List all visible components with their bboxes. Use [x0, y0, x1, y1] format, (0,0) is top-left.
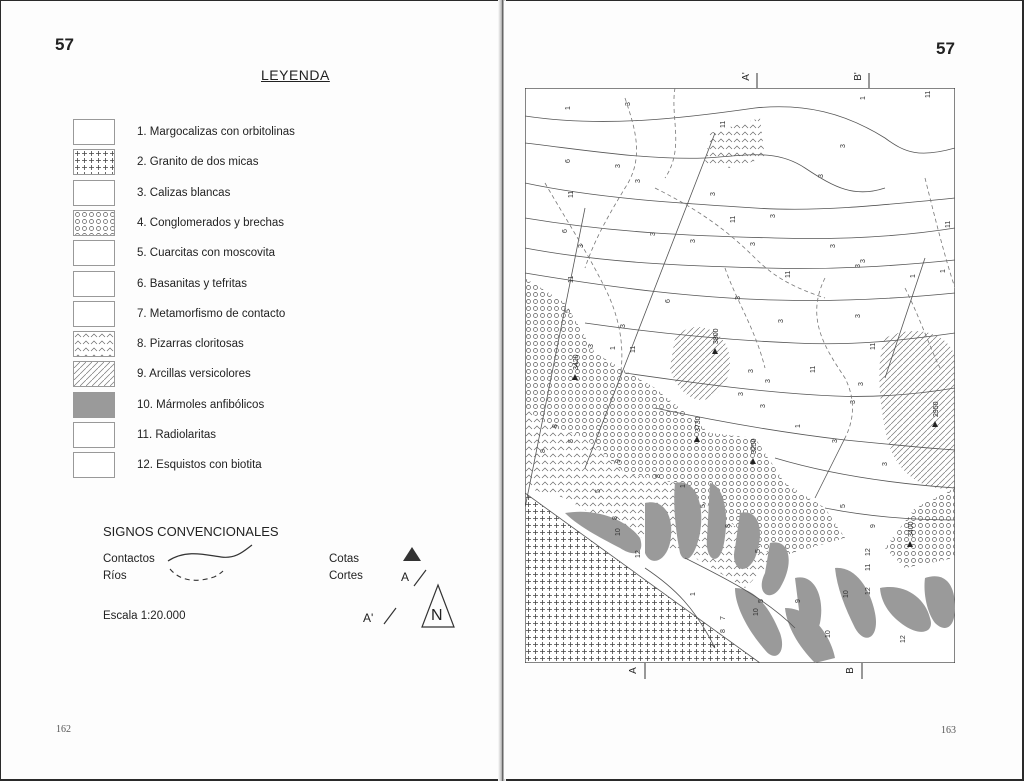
unit-label: 3: [578, 244, 585, 248]
unit-label: 3: [840, 144, 847, 148]
cotas-label: Cotas: [329, 553, 360, 565]
unit-label: 12: [865, 548, 872, 556]
legend-title: LEYENDA: [261, 67, 330, 83]
legend-label: 9. Arcillas versicolores: [137, 368, 251, 381]
rios-label: Ríos: [103, 570, 127, 582]
unit-label: 3: [588, 344, 595, 348]
legend-label: 5. Cuarcitas con moscovita: [137, 247, 276, 260]
unit-label: 10: [843, 590, 850, 598]
page-badge: 57: [55, 35, 74, 54]
legend-swatch: [73, 422, 115, 448]
legend-item: [73, 180, 230, 206]
cut-label-top-b-prime: B': [852, 72, 864, 81]
unit-label: 3: [650, 232, 657, 236]
legend-label: 1. Margocalizas con orbitolinas: [137, 126, 295, 138]
unit-label: 10: [825, 630, 832, 638]
legend-item: [73, 422, 216, 448]
unit-label: 11: [720, 120, 727, 128]
contact-line-symbol: [166, 541, 256, 565]
geological-map: [525, 88, 955, 663]
unit-label: 1: [690, 592, 697, 596]
right-page: [504, 1, 1022, 779]
unit-label: 1: [910, 274, 917, 278]
legend-swatch: [73, 271, 115, 297]
legend-item: [73, 361, 251, 387]
folio-left: 162: [56, 724, 71, 735]
cut-tick: [754, 73, 760, 89]
unit-label: 3: [858, 382, 865, 386]
unit-label: 6: [562, 229, 569, 233]
legend-label: 11. Radiolaritas: [137, 429, 217, 441]
cut-tick: [866, 73, 872, 89]
unit-label: 3: [620, 324, 627, 328]
legend-label: 12. Esquistos con biotita: [137, 459, 262, 472]
elevation-triangle-icon: [401, 545, 423, 563]
legend-swatch: [73, 119, 115, 145]
legend-swatch: [73, 392, 115, 418]
legend-item: [73, 301, 285, 327]
legend-item: [73, 331, 244, 357]
unit-label: 8: [655, 474, 662, 478]
legend-label: 3. Calizas blancas: [137, 186, 231, 199]
unit-label: 3: [770, 214, 777, 218]
unit-label: 8: [552, 424, 559, 428]
legend-item: [73, 240, 275, 266]
legend-swatch: [73, 180, 115, 206]
cortes-label: Cortes: [329, 570, 363, 582]
cut-symbol-a-prime: A': [363, 611, 374, 625]
cut-label-bottom-b: B: [844, 667, 856, 674]
unit-label: 8: [725, 524, 732, 528]
legend-swatch: [73, 331, 115, 357]
unit-label: 3: [818, 174, 825, 178]
unit-label: 11: [568, 275, 575, 283]
legend-label: 4. Conglomerados y brechas: [137, 216, 285, 229]
river-line-symbol: [166, 565, 226, 585]
unit-label: 11: [925, 90, 932, 98]
elevation-value: 3800: [713, 328, 720, 344]
elevation-value: 3250: [751, 438, 758, 454]
unit-label: 1: [860, 96, 867, 100]
cut-tick: [642, 663, 648, 679]
legend-item: [73, 119, 295, 145]
unit-label: 11: [865, 563, 872, 571]
unit-label: 1: [565, 106, 572, 110]
unit-label: 10: [615, 528, 622, 536]
elevation-value: 3420: [573, 354, 580, 370]
unit-label: 12: [635, 550, 642, 558]
unit-label: 3: [832, 439, 839, 443]
unit-label: 5: [755, 549, 762, 553]
unit-label: 11: [810, 365, 817, 373]
legend-swatch: [73, 210, 115, 236]
legend-label: 8. Pizarras cloritosas: [137, 338, 244, 351]
unit-label: 3: [615, 164, 622, 168]
unit-label: 3: [855, 264, 862, 268]
unit-label: 11: [730, 215, 737, 223]
cut-slash-icon: [381, 605, 399, 627]
unit-label: 11: [568, 190, 575, 198]
unit-label: 3: [778, 319, 785, 323]
cut-label-top-a-prime: A': [740, 72, 752, 81]
legend-item: [73, 149, 258, 175]
unit-label: 12: [865, 587, 872, 595]
unit-label: 5: [565, 309, 572, 313]
unit-label: 1: [610, 346, 617, 350]
legend-item: [73, 452, 262, 478]
page-badge: 57: [936, 39, 955, 58]
unit-label: 10: [753, 608, 760, 616]
unit-label: 7: [720, 616, 727, 620]
unit-label: 5: [595, 489, 602, 493]
legend-swatch: [73, 149, 115, 175]
unit-label: 12: [900, 635, 907, 643]
scale-label: Escala 1:20.000: [103, 610, 186, 622]
unit-label: 11: [945, 220, 952, 228]
unit-label: 9: [795, 599, 802, 603]
legend-label: 7. Metamorfismo de contacto: [137, 307, 286, 320]
legend-swatch: [73, 240, 115, 266]
cut-label-bottom-a: A: [627, 667, 639, 674]
legend-item: [73, 271, 247, 297]
legend-swatch: [73, 452, 115, 478]
unit-label: 3: [760, 404, 767, 408]
elevation-value: 3730: [695, 416, 702, 432]
unit-label: 3: [735, 296, 742, 300]
unit-label: 6: [665, 299, 672, 303]
cut-tick: [859, 663, 865, 679]
unit-label: 3: [830, 244, 837, 248]
left-page: [1, 1, 498, 779]
legend-label: 6. Basanitas y tefritas: [137, 277, 247, 290]
signos-title: SIGNOS CONVENCIONALES: [103, 524, 279, 539]
unit-label: 3: [690, 239, 697, 243]
unit-label: 3: [860, 259, 867, 263]
legend-label: 2. Granito de dos micas: [137, 156, 259, 169]
unit-label: 6: [565, 159, 572, 163]
unit-label: 3: [748, 369, 755, 373]
unit-label: 1: [795, 424, 802, 428]
unit-label: 8: [720, 629, 727, 633]
unit-label: 2: [710, 644, 717, 648]
unit-label: 1: [680, 484, 687, 488]
unit-label: 3: [882, 462, 889, 466]
north-label: N: [431, 607, 443, 624]
unit-label: 11: [870, 342, 877, 350]
legend-label: 10. Mármoles anfibólicos: [137, 398, 265, 411]
folio-right: 163: [941, 725, 956, 736]
unit-label: 11: [630, 345, 637, 353]
unit-label: 3: [710, 192, 717, 196]
unit-label: 11: [785, 270, 792, 278]
legend-item: [73, 392, 264, 418]
unit-label: 5: [758, 599, 765, 603]
unit-label: 3: [765, 379, 772, 383]
unit-label: 9: [870, 524, 877, 528]
legend-swatch: [73, 361, 115, 387]
unit-label: 5: [568, 439, 575, 443]
unit-label: 3: [625, 102, 632, 106]
unit-label: 3: [738, 392, 745, 396]
unit-label: 5: [840, 504, 847, 508]
cut-symbol-a: A: [401, 570, 410, 584]
elevation-value: 2950: [933, 401, 940, 417]
unit-label: 8: [540, 449, 547, 453]
unit-label: 9: [615, 459, 622, 463]
unit-label: 3: [635, 179, 642, 183]
legend-item: [73, 210, 284, 236]
unit-label: 8: [612, 516, 619, 520]
unit-label: 3: [850, 400, 857, 404]
unit-label: 5: [700, 504, 707, 508]
elevation-value: 3400: [908, 521, 915, 537]
unit-label: 3: [750, 242, 757, 246]
contactos-label: Contactos: [103, 553, 155, 565]
unit-label: 3: [855, 314, 862, 318]
unit-label: 1: [940, 269, 947, 273]
legend-swatch: [73, 301, 115, 327]
